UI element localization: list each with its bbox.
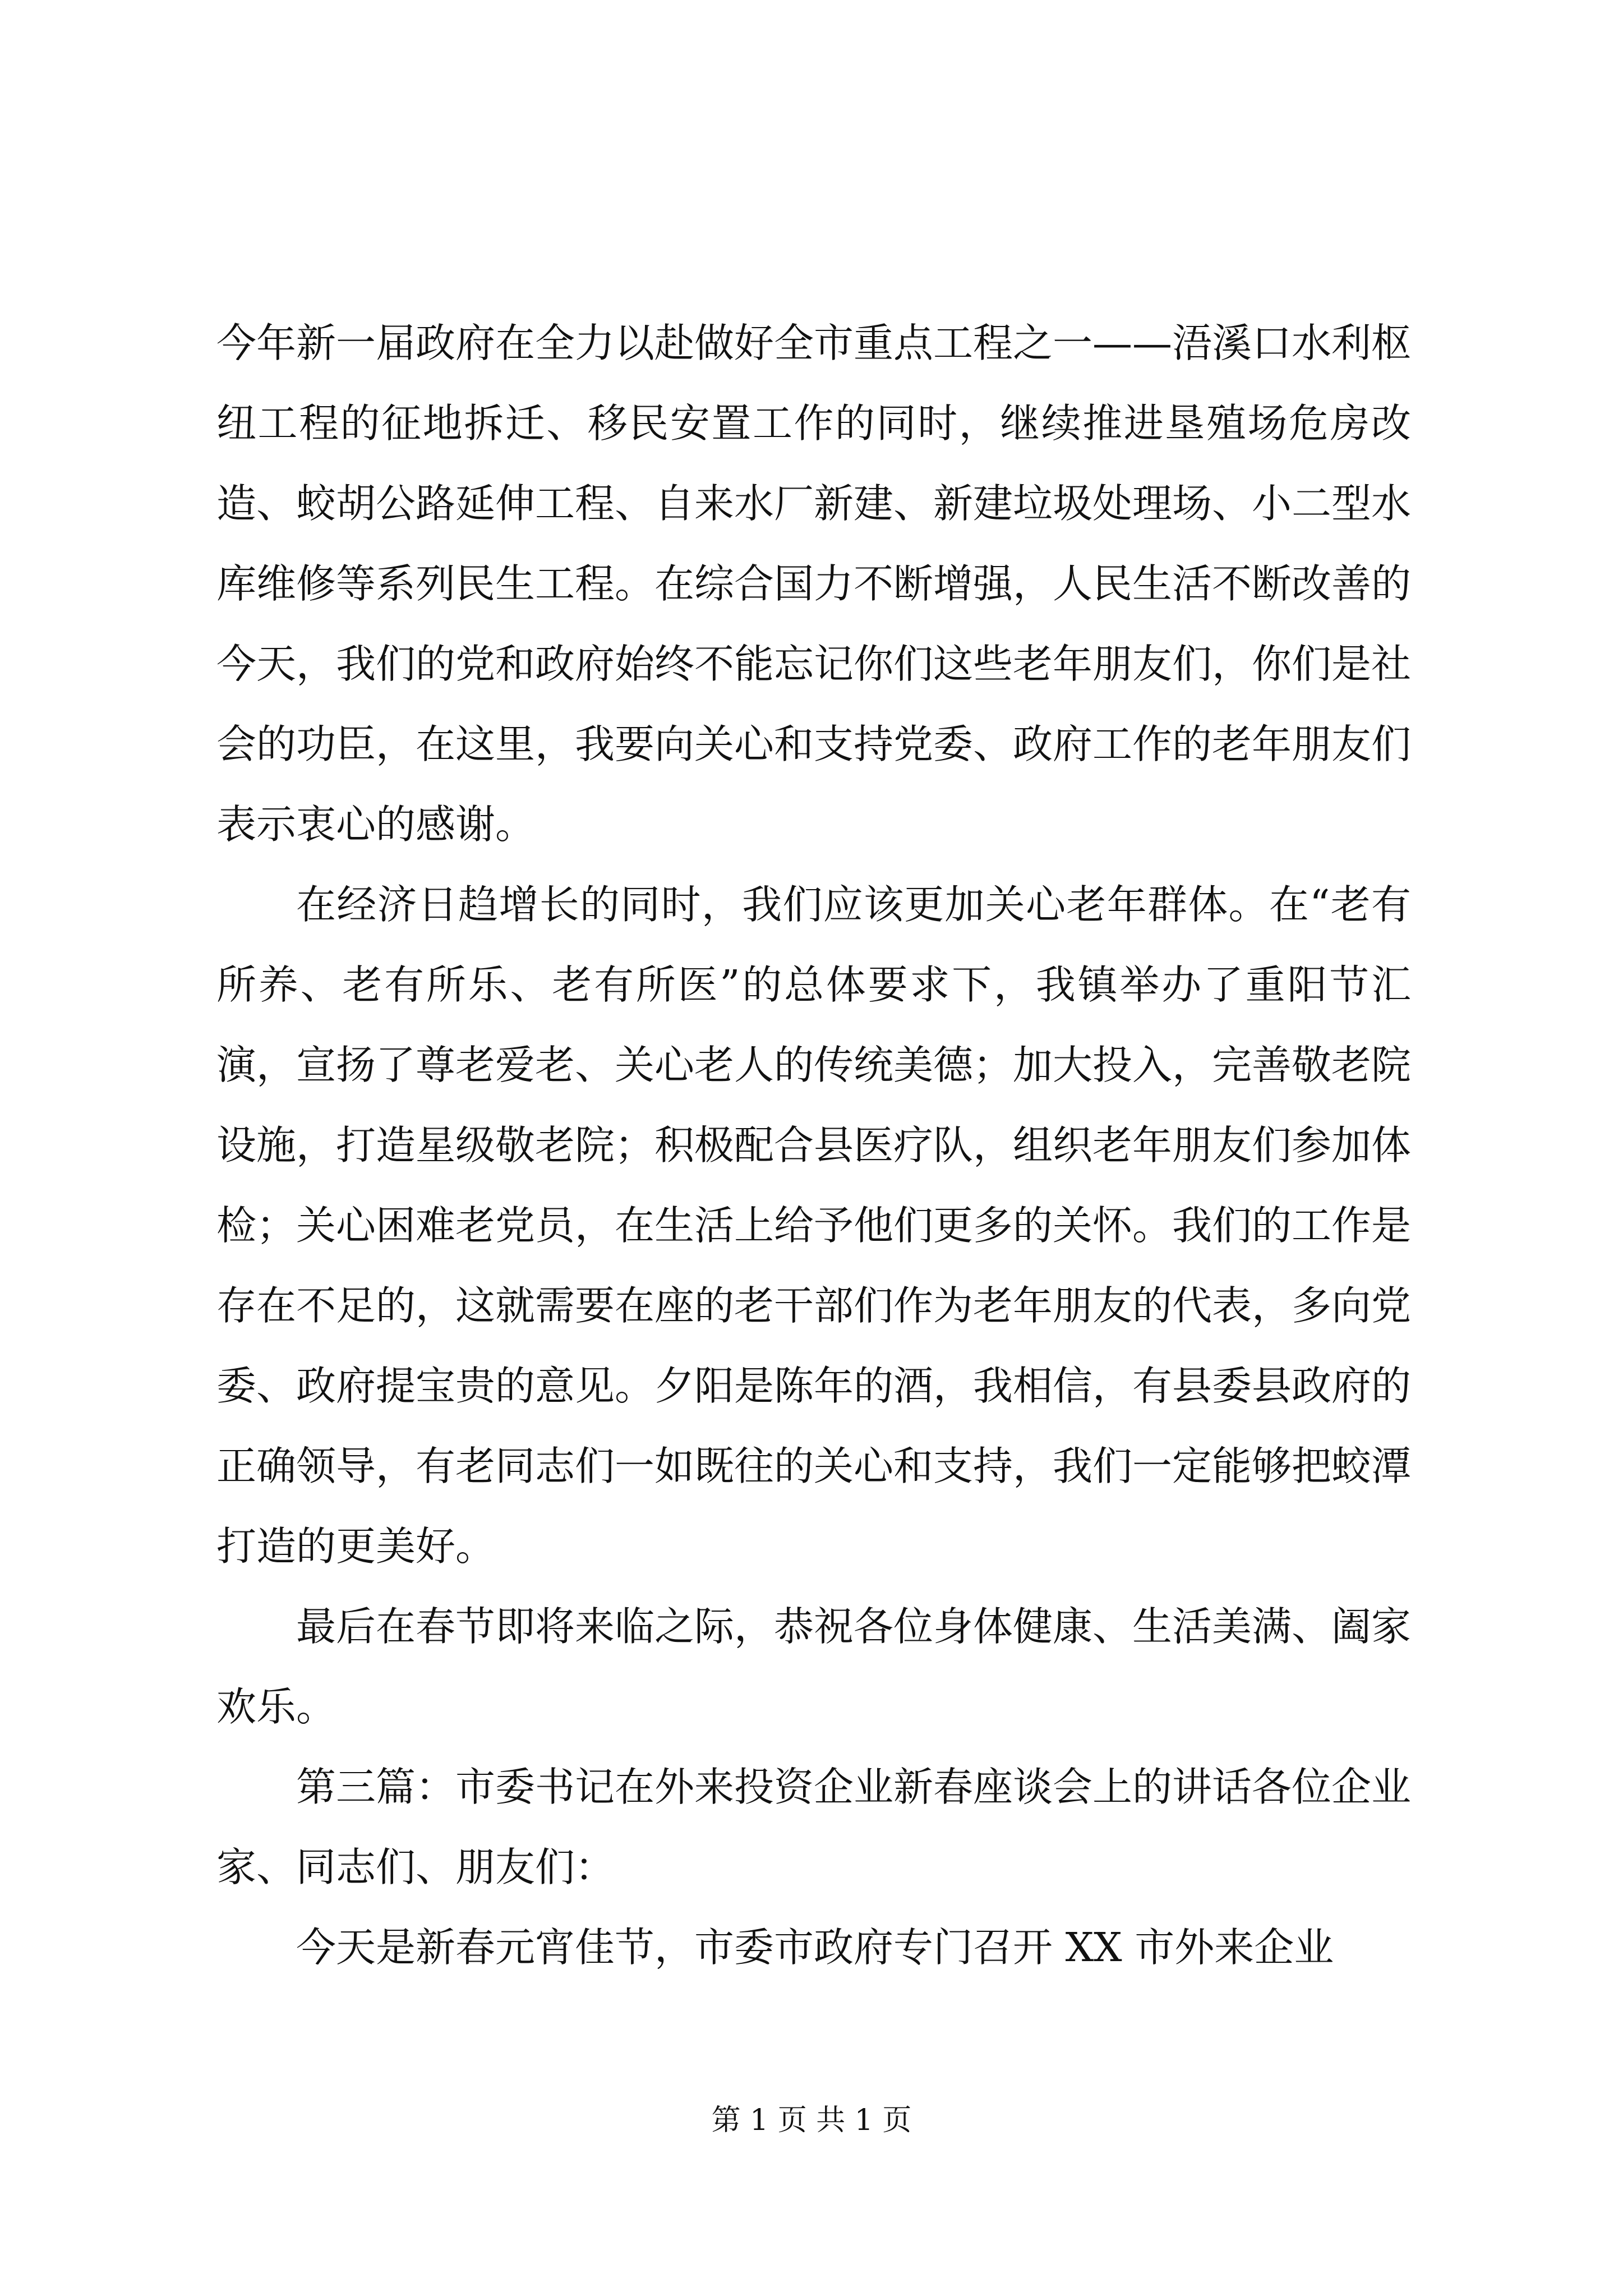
- paragraph-3: 最后在春节即将来临之际，恭祝各位身体健康、生活美满、阖家欢乐。: [216, 1603, 1412, 1730]
- paragraph-1: 今年新一届政府在全力以赴做好全市重点工程之一——浯溪口水利枢纽工程的征地拆迁、移民安置工作的同时，继续推进垦殖场危房改造、蛟胡公路延伸工程、自来水厂新建、新建垃圾处理场、小二型水库维修等系列民生工程。在综合国力不断增强，人民生活不断改善的今天，我们的党和政府始终不能忘记你们这些老年朋友们，你们是社会的功臣，在这里，我要向关心和支持党委、政府工作的老年朋友们表示衷心的感谢。: [216, 320, 1412, 848]
- document-body: [216, 303, 1411, 1987]
- paragraph-5: 今天是新春元宵佳节，市委市政府专门召开 XX 市外来企业: [296, 1924, 1334, 1971]
- paragraph-2: 在经济日趋增长的同时，我们应该更加关心老年群体。在“老有所养、老有所乐、老有所医”的总体要求下，我镇举办了重阳节汇演，宣扬了尊老爱老、关心老人的传统美德；加大投入，完善敬老院设施，打造星级敬老院；积极配合县医疗队，组织老年朋友们参加体检；关心困难老党员，在生活上给予他们更多的关怀。我们的工作是存在不足的，这就需要在座的老干部们作为老年朋友的代表，多向党委、政府提宝贵的意见。夕阳是陈年的酒，我相信，有县委县政府的正确领导，有老同志们一如既往的关心和支持，我们一定能够把蛟潭打造的更美好。: [216, 881, 1412, 1570]
- paragraph-4-section-heading: 第三篇：市委书记在外来投资企业新春座谈会上的讲话各位企业家、同志们、朋友们：: [216, 1764, 1412, 1890]
- page-footer: 第 1 页 共 1 页: [711, 2104, 912, 2137]
